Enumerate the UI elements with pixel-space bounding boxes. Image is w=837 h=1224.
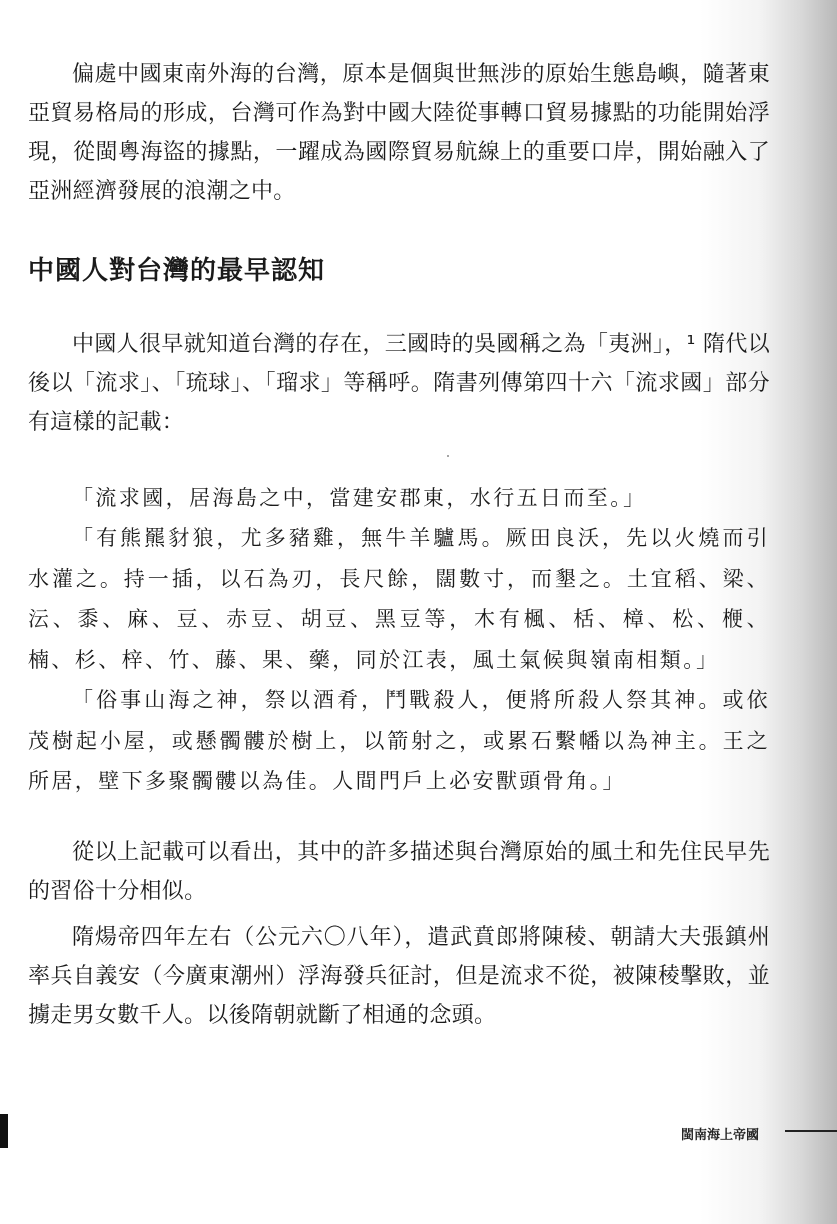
quote-block-3: 「俗事山海之神，祭以酒肴，鬥戰殺人，便將所殺人祭其神。或依茂樹起小屋，或懸髑髏於樹上，以箭射之，或累石繫幡以為神主。王之所居，壁下多聚髑髏以為佳。人間門戶上必安獸頭骨角。」 (28, 688, 770, 793)
quote-block-1: 「流求國，居海島之中，當建安郡東，水行五日而至。」 (72, 486, 647, 510)
section-heading: 中國人對台灣的最早認知 (28, 256, 326, 286)
quote-block-2: 「有熊羆豺狼，尤多豬雞，無牛羊驢馬。厥田良沃，先以火燒而引水灌之。持一插，以石為刃，長尺餘，闊數寸，而墾之。土宜稻、梁、沄、黍、麻、豆、赤豆、胡豆、黑豆等，木有楓、栝、樟、松、楩、楠、杉、梓、竹、藤、果、藥，同於江表，風土氣候與嶺南相類。」 (28, 526, 770, 672)
page-edge-mark (0, 1114, 8, 1148)
analysis-paragraph: 從以上記載可以看出，其中的許多描述與台灣原始的風土和先住民早先的習俗十分相似。 (28, 840, 770, 904)
section-paragraph: 中國人很早就知道台灣的存在，三國時的吳國稱之為「夷洲」，¹ 隋代以後以「流求」、「琉球」、「瑠求」等稱呼。隋書列傳第四十六「流求國」部分有這樣的記載： (28, 332, 770, 435)
scan-speck (447, 455, 449, 457)
intro-paragraph: 偏處中國東南外海的台灣，原本是個與世無涉的原始生態島嶼，隨著東亞貿易格局的形成，台灣可作為對中國大陸從事轉口貿易據點的功能開始浮現，從閩粵海盜的據點，一躍成為國際貿易航線上的重要口岸，開始融入了亞洲經濟發展的浪潮之中。 (28, 62, 770, 204)
history-paragraph: 隋煬帝四年左右（公元六〇八年），遣武賁郎將陳稜、朝請大夫張鎮州率兵自義安（今廣東潮州）浮海發兵征討，但是流求不從，被陳稜擊敗，並擄走男女數千人。以後隋朝就斷了相通的念頭。 (28, 925, 770, 1028)
running-footer-title: 閩南海上帝國 (680, 1128, 759, 1143)
footer-rule (785, 1130, 837, 1132)
